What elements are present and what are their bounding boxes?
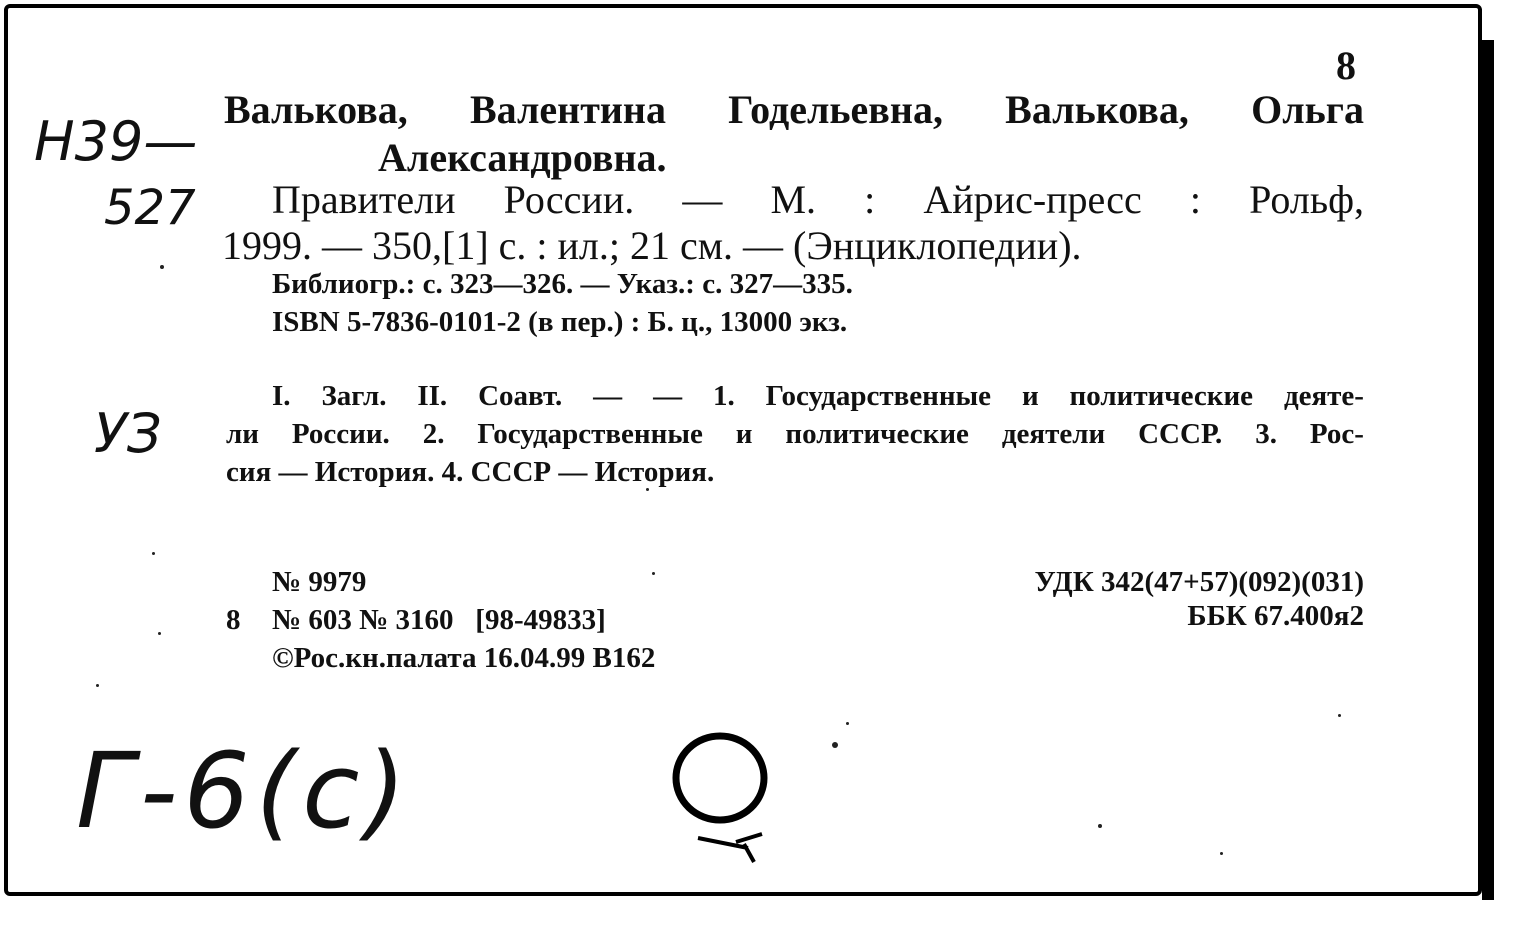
word: 1. — [712, 380, 735, 412]
word: Государственные — [765, 380, 992, 412]
word: 3. — [1255, 418, 1277, 450]
word: М. — [770, 177, 817, 222]
word: ли — [226, 418, 259, 450]
word: политические — [785, 418, 969, 450]
title-line-2: 1999. — 350,[1] с. : ил.; 21 см. — (Энциклопедии). — [222, 223, 1082, 268]
word: Государственные — [477, 418, 703, 450]
handwritten-shelf-bottom: 527 — [104, 180, 196, 236]
speck — [158, 632, 161, 635]
word: : — [1189, 177, 1202, 222]
word: I. — [272, 380, 291, 412]
author-line-1 — [224, 86, 1364, 133]
speck — [1098, 824, 1102, 828]
word: Рольф, — [1249, 177, 1364, 222]
word: и — [735, 418, 753, 450]
word: Правители — [272, 177, 456, 222]
handwritten-code: Г-6(с) — [76, 730, 412, 852]
word: Валькова, — [224, 87, 408, 132]
word: Валькова, — [1005, 87, 1189, 132]
word: Айрис-пресс — [923, 177, 1142, 222]
bibliography-note: Библиогр.: с. 323—326. — Указ.: с. 327—335. — [272, 268, 853, 300]
author-line-2: Александровна. — [378, 135, 667, 180]
speck — [160, 265, 164, 269]
isbn-line: ISBN 5-7836-0101-2 (в пер.) : Б. ц., 13000 экз. — [272, 306, 848, 338]
speck — [846, 722, 849, 725]
handwritten-mark: УЗ — [94, 402, 162, 465]
copyright-line: ©Рос.кн.палата 16.04.99 В162 — [272, 642, 656, 674]
speck — [152, 552, 155, 555]
word: Рос- — [1309, 418, 1364, 450]
page-number: 8 — [1336, 43, 1356, 88]
speck — [1220, 852, 1223, 855]
speck — [652, 572, 655, 575]
line-prefix: 8 — [226, 604, 241, 636]
word: — — [593, 380, 623, 412]
word: России. — [503, 177, 635, 222]
word: Ольга — [1251, 87, 1364, 132]
punch-hole-icon — [670, 730, 790, 870]
word: Годельевна, — [728, 87, 943, 132]
speck — [1338, 714, 1341, 717]
speck — [646, 488, 649, 491]
word: — — [682, 177, 723, 222]
word: и — [1021, 380, 1039, 412]
word: политические — [1069, 380, 1254, 412]
word: деяте- — [1283, 380, 1364, 412]
registration-number: № 9979 — [272, 566, 367, 598]
word: — — [653, 380, 683, 412]
bbk-code: ББК 67.400я2 — [1187, 600, 1364, 632]
word: Соавт. — [478, 380, 563, 412]
subjects-line-3: сия — История. 4. СССР — История. — [226, 456, 715, 488]
speck — [96, 684, 99, 687]
word: II. — [417, 380, 448, 412]
subjects-line-1 — [272, 380, 1364, 413]
word: 2. — [422, 418, 445, 450]
card-shadow — [1482, 40, 1494, 900]
handwritten-shelf-top: Н39— — [34, 110, 198, 173]
word: : — [864, 177, 876, 222]
numbers-line: № 603 № 3160 [98-49833] — [272, 604, 606, 636]
word: Валентина — [469, 87, 666, 132]
word: деятели — [1001, 418, 1106, 450]
word: СССР. — [1138, 418, 1223, 450]
word: России. — [291, 418, 390, 450]
udk-code: УДК 342(47+57)(092)(031) — [1034, 566, 1364, 598]
word: Загл. — [321, 380, 387, 412]
title-line-1 — [272, 176, 1364, 223]
speck — [832, 742, 838, 748]
subjects-line-2 — [226, 418, 1364, 451]
